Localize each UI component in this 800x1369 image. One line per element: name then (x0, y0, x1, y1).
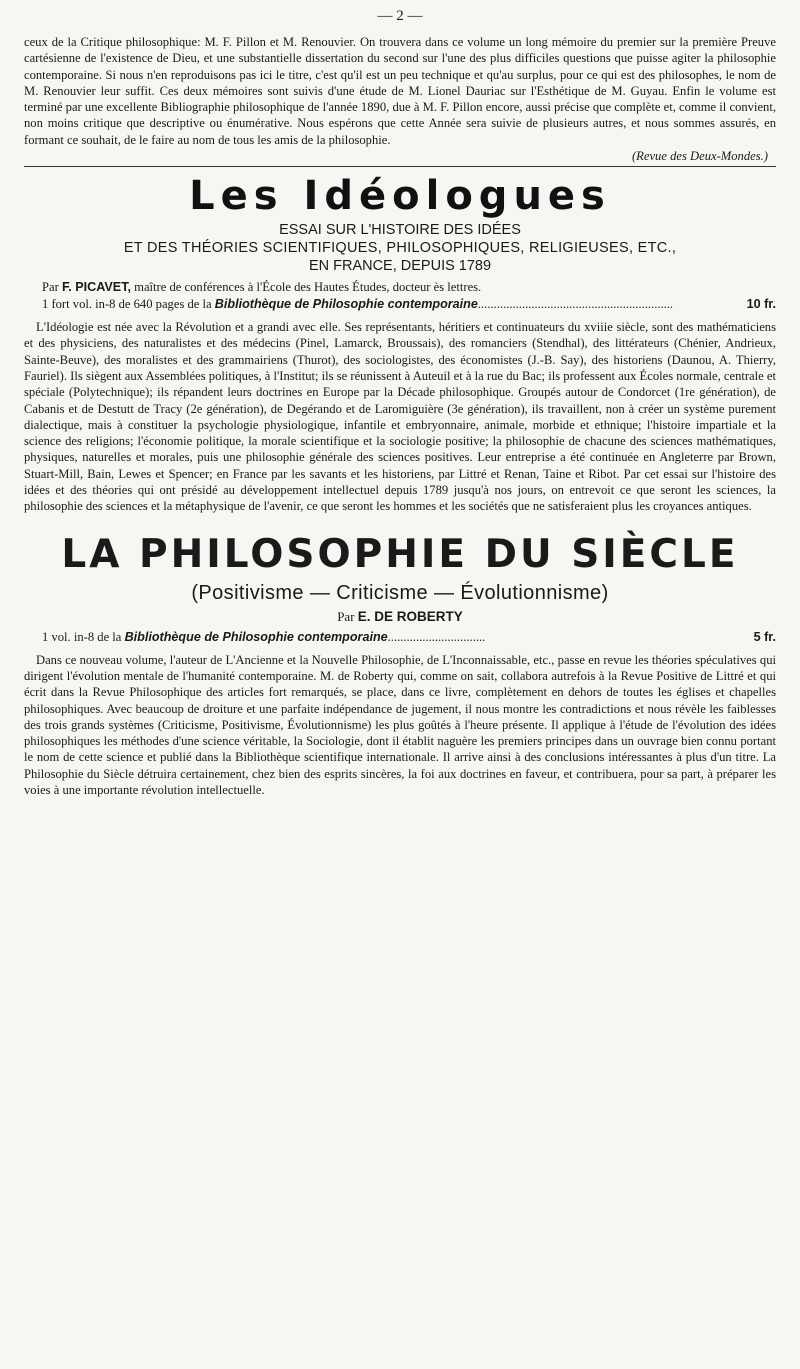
ideologues-price: 10 fr. (746, 297, 776, 312)
by-label: Par (42, 280, 59, 295)
document-page (24, 0, 776, 798)
philosophie-description: Dans ce nouveau volume, l'auteur de L'Ancienne et la Nouvelle Philosophie, de L'Inconnaissable, etc., passe en revue les théories spéculatives qui dirigent l'évolution mentale de l'humanité contemporaine. M. de Roberty qui, comme on sait, collabora autrefois à la Revue Positive de Littré et qui écrit dans la Revue Philosophique des articles fort remarqués, se place, dans ce livre, complètement en dehors de toutes les églises et chapelles philosophiques. Avec beaucoup de droiture et une parfaite indépendance de jugement, il nous montre les contradictions et nous révèle les faiblesses des trois grands systèmes (Criticisme, Positivisme, Évolutionnisme) les plus goûtés à l'heure présente. Il applique à l'étude de l'évolution des idées philosophiques les méthodes d'une science véritable, la Sociologie, dont il établit naguère les premiers principes dans un ouvrage bien connu portant le nom de cette science et publié dans la Bibliothèque scientifique internationale. Il arrive ainsi à des conclusions intéressantes à plus d'un titre. La Philosophie du Siècle détruira certainement, chez bien des esprits sincères, la foi aux doctrines en faveur, et contribuera, pour sa part, à préparer les voies à une importante révolution intellectuelle. (24, 652, 776, 798)
philosophie-book-line (42, 629, 776, 646)
philosophie-dots: ............................... (387, 629, 486, 644)
ideologues-book-line (42, 296, 776, 313)
ideologues-author-desc: maître de conférences à l'École des Hautes Études, docteur ès lettres. (134, 280, 482, 295)
page-number: — 2 — (377, 8, 423, 24)
ideologues-author: F. PICAVET, (61, 280, 131, 295)
ideologues-book-prefix: 1 fort vol. in-8 de 640 pages de la (42, 297, 212, 312)
ideologues-subtitle-1: ESSAI SUR L'HISTOIRE DES IDÉES (279, 222, 521, 239)
ideologues-title: Les Idéologues (189, 173, 611, 220)
intro-attribution: (Revue des Deux-Mondes.) (631, 149, 768, 164)
ideologues-series: Bibliothèque de Philosophie contemporaine (214, 297, 478, 312)
ideologues-dots: .............................................................. (477, 297, 674, 312)
philosophie-price: 5 fr. (753, 629, 776, 644)
ideologues-description: L'Idéologie est née avec la Révolution et a grandi avec elle. Ses représentants, héritiers et continuateurs du xviiie siècle, sont des mathématiciens et des physiciens, des naturalistes et des médecins (Pinel, Lamarck, Broussais), des romanciers (Stendhal), des littérateurs (Chénier, Andrieux, Sainte-Beuve), des moralistes et des grammairiens (Thurot), des sociologistes, des économistes (J.-B. Say), des historiens (Daunou, A. Thierry, Fauriel). Ils siègent aux Assemblées politiques, à l'Institut; ils se réunissent à Auteuil et à la rue du Bac; ils professent aux Écoles normale, centrale et spéciale (Polytechnique); ils répandent leurs doctrines en Europe par la Décade philosophique. Groupés autour de Condorcet (1re génération), de Cabanis et de Destutt de Tracy (2e génération), de Degérando et de Laromiguière (3e génération), ils travaillent, non à créer un système purement dialectique, mais à constituer la psychologie physiologique, infantile et embryonnaire, animale, morbide et ethnique; l'histoire impartiale et la science des religions; l'économie politique, la morale scientifique et la sociologie positive; la philosophie de chacune des sciences mathématiques, physiques, naturelles et morales, puis une philosophie générale des sciences positives. Leur entreprise a été continuée en Angleterre par Brown, Stuart-Mill, Bain, Lewes et Spencer; en France par les savants et les historiens, par Littré et Renan, Taine et Ribot. Par cet essai sur l'histoire des idées et des théories qui ont présidé au développement intellectuel depuis 1789 jusqu'à nos jours, on entrevoit ce que seront les sciences, la philosophie des sciences et la métaphysique de l'avenir, ce que seront les hommes et les sociétés que ne satisferaient plus les croyances antiques. (24, 320, 776, 514)
philosophie-book-prefix: 1 vol. in-8 de la (42, 629, 122, 644)
ideologues-byline (42, 279, 776, 296)
ideologues-subtitle-3: EN FRANCE, DEPUIS 1789 (308, 258, 492, 275)
philosophie-subtitle: (Positivisme — Criticisme — Évolutionnisme) (191, 581, 609, 604)
intro-paragraph: ceux de la Critique philosophique: M. F. Pillon et M. Renouvier. On trouvera dans ce volume un long mémoire du premier sur la première Preuve cartésienne de l'existence de Dieu, et une substantielle dissertation du second sur l'une des plus difficiles questions que puisse agiter la philosophie contemporaine. Si nous n'en reproduisons pas ici le titre, c'est qu'il est un peu technique et qu'au surplus, pour ce qui est des philosophes, le nom de M. Renouvier leur suffit. Ces deux mémoires sont suivis d'une étude de M. Lionel Dauriac sur l'Esthétique de M. Guyau. Enfin le volume est terminé par une excellente Bibliographie philosophique de l'année 1890, due à M. F. Pillon encore, aussi précise que complète et, comme il convient, non moins critique que descriptive ou énumérative. Nous espérons que cette Année sera suivie de plusieurs autres, et nous sommes assurés, en formant ce souhait, de le faire au nom de tous les amis de la philosophie. (24, 35, 776, 147)
philosophie-title: LA PHILOSOPHIE DU SIÈCLE (61, 531, 739, 577)
ideologues-subtitle-2: ET DES THÉORIES SCIENTIFIQUES, PHILOSOPHIQUES, RELIGIEUSES, ETC., (123, 240, 677, 257)
philosophie-series: Bibliothèque de Philosophie contemporaine (124, 629, 388, 644)
philosophie-author: E. DE ROBERTY (357, 608, 463, 624)
section-divider (24, 166, 776, 167)
by-label: Par (337, 608, 355, 624)
philosophie-byline (24, 609, 776, 625)
